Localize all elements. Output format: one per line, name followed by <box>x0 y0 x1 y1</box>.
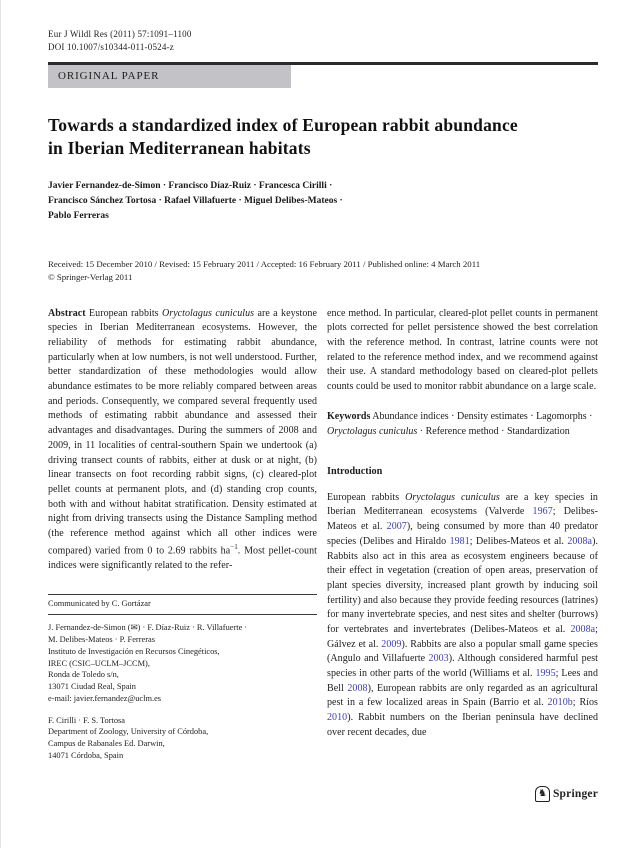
affiliation-block-2 <box>48 715 317 762</box>
citation-link[interactable]: 1981 <box>449 535 470 547</box>
affiliation-line: Instituto de Investigación en Recursos Cinegéticos, <box>48 646 220 656</box>
affiliation-line: 13071 Ciudad Real, Spain <box>48 682 136 692</box>
affiliation-line: IREC (CSIC–UCLM–JCCM), <box>48 658 150 668</box>
affiliation-line: F. Cirilli · F. S. Tortosa <box>48 715 126 725</box>
article-type-label: ORIGINAL PAPER <box>58 70 160 83</box>
citation-link[interactable]: 2008a <box>570 623 596 635</box>
article-title: Towards a standardized index of European rabbit abundance in Iberian Mediterranean habitats <box>48 114 518 158</box>
introduction-heading: Introduction <box>327 465 383 477</box>
citation-link[interactable]: 2010b <box>547 697 573 709</box>
article-type-badge <box>48 65 291 88</box>
footnote-rule <box>48 594 317 595</box>
introduction-paragraph: European rabbits Oryctolagus cuniculus are a key species in Iberian Mediterranean ecosystems (Valverde 1967; Delibes-Mateos et al. 2007), being consumed by more than 40 predator species (Delibes and Hiraldo 1981; Delibes-Mateos et al. 2008a). Rabbits also act in this area as ecosystem engineers because of their effect in vegetation (creation of open areas, preservation of plant species diversity, increased plant growth by inducing soil fertility) and also because they provide feeding resources (latrines) for many invertebrate species, and nest sites and shelter (burrows) for vertebrates and invertebrates (Delibes-Mateos et al. 2008a; Gálvez et al. 2009). Rabbits are also a popular small game species (Angulo and Villafuerte 2003). Although considered harmful pest species in other parts of the world (Williams et al. 1995; Lees and Bell 2008), European rabbits are only regarded as an agricultural pest in a few localized areas in Spain (Barrio et al. 2010b; Ríos 2010). Rabbit numbers on the Iberian peninsula have declined over recent decades, due <box>327 491 599 738</box>
affiliation-block-1 <box>48 622 317 704</box>
communicated-by: Communicated by C. Gortázar <box>48 599 151 609</box>
two-column-body <box>48 307 598 762</box>
publisher-wordmark: Springer <box>552 788 598 800</box>
citation-link[interactable]: 2010 <box>327 712 348 724</box>
affiliation-line: Department of Zoology, University of Córdoba, <box>48 727 209 737</box>
right-column <box>327 307 598 762</box>
journal-reference: Eur J Wildl Res (2011) 57:1091–1100 <box>48 29 192 39</box>
keywords-paragraph: Keywords Abundance indices · Density estimates · Lagomorphs · Oryctolagus cuniculus · Reference method · Standardization <box>327 410 593 437</box>
author-line: Francisco Sánchez Tortosa · Rafael Villafuerte · Miguel Delibes-Mateos · <box>48 195 343 206</box>
affiliation-line: Campus de Rabanales Ed. Darwin, <box>48 739 165 749</box>
affiliation-line: Ronda de Toledo s/n, <box>48 670 119 680</box>
abstract-continuation-paragraph: ence method. In particular, cleared-plot pellet counts in permanent plots corrected for pellet persistence showed the best correlation with the reference method. In contrast, latrine counts were not related to the reference method index, and we recommend against their use. A standard methodology based on cleared-plot pellets counts could be used to monitor rabbit abundance on a large scale. <box>327 307 598 393</box>
springer-logo <box>535 786 598 802</box>
history-line: Received: 15 December 2010 / Revised: 15 February 2011 / Accepted: 16 February 2011 / Published online: 4 March 2011 <box>48 259 481 270</box>
citation-link[interactable]: 2009 <box>381 638 402 650</box>
author-line: Pablo Ferreras <box>48 210 109 221</box>
springer-knight-icon: ♞ <box>535 786 550 802</box>
affiliation-line: J. Fernandez-de-Simon (✉) · F. Díaz-Ruiz · R. Villafuerte · <box>48 623 248 633</box>
copyright-line: © Springer-Verlag 2011 <box>48 272 133 283</box>
author-list <box>48 179 598 223</box>
citation-link[interactable]: 2003 <box>428 653 449 665</box>
affiliation-line: 14071 Córdoba, Spain <box>48 750 124 760</box>
citation-link[interactable]: 1967 <box>532 506 553 518</box>
citation-link[interactable]: 1995 <box>535 668 556 680</box>
footnote-rule <box>48 614 317 615</box>
author-line: Javier Fernandez-de-Simon · Francisco Díaz-Ruiz · Francesca Cirilli · <box>48 181 333 192</box>
author-email: e-mail: javier.fernandez@uclm.es <box>48 693 162 703</box>
citation-link[interactable]: 2008a <box>567 535 593 547</box>
citation-link[interactable]: 2007 <box>386 521 407 533</box>
doi-line: DOI 10.1007/s10344-011-0524-z <box>48 42 174 53</box>
left-column <box>48 307 317 762</box>
article-history <box>48 258 598 284</box>
citation-link[interactable]: 2008 <box>347 682 368 694</box>
footnote-area <box>48 594 317 761</box>
abstract-paragraph: Abstract European rabbits Oryctolagus cuniculus are a keystone species in Iberian Mediterranean ecosystems. However, the reliability of methods for estimating rabbit abundance, particularly when at low numbers, is not well understood. Further, better standardization of these methodologies would allow abundance estimates to be more reliably compared between areas and periods. Consequently, we compared several frequently used methods of estimating rabbit abundance and assessed their advantages and disadvantages. During the summers of 2008 and 2009, in 11 localities of central-southern Spain we undertook (a) driving transect counts of rabbits, either at dusk or at night, (b) linear transects on foot recording rabbit signs, (c) cleared-plot pellet counts at permanent plots, and (d) standing crop counts, both with and without habitat stratification. Density estimated at night from driving transects using the Distance Sampling method (the reference method against which all other indices were compared) varied from 0 to 2.69 rabbits $ha^{-1}$. Most pellet-count indices were significantly related to the refer- <box>48 307 317 571</box>
affiliation-line: M. Delibes-Mateos · P. Ferreras <box>48 635 155 644</box>
